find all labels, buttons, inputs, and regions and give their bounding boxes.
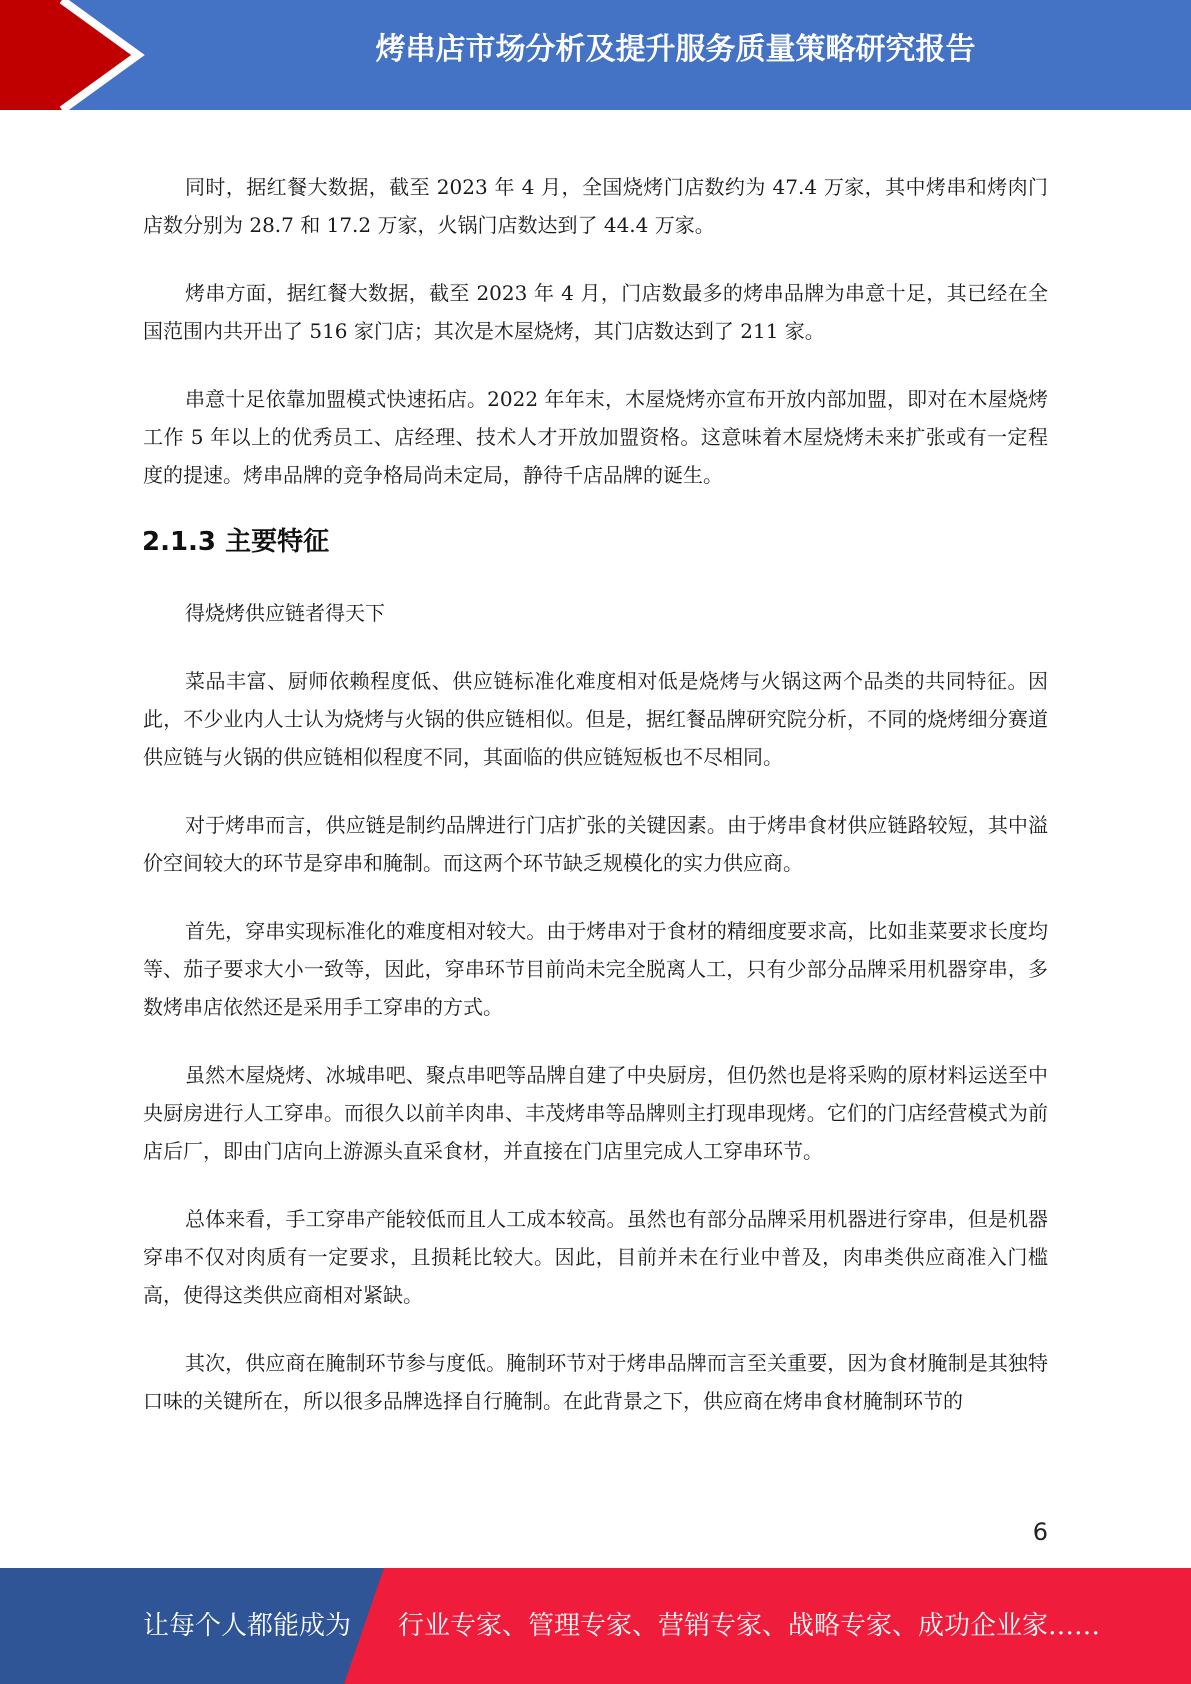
page-number: 6 <box>1032 1518 1048 1546</box>
page-header <box>0 0 1191 110</box>
paragraph: 同时，据红餐大数据，截至 2023 年 4 月，全国烧烤门店数约为 47.4 万家，其中烤串和烤肉门店数分别为 28.7 和 17.2 万家，火锅门店数达到了 44.4 万家。 <box>143 175 1048 237</box>
paragraph: 得烧烤供应链者得天下 <box>185 601 385 625</box>
paragraph: 首先，穿串实现标准化的难度相对较大。由于烤串对于食材的精细度要求高，比如韭菜要求长度均等、茄子要求大小一致等，因此，穿串环节目前尚未完全脱离人工，只有少部分品牌采用机器穿串，多数烤串店依然还是采用手工穿串的方式。 <box>143 919 1048 1019</box>
paragraph: 烤串方面，据红餐大数据，截至 2023 年 4 月，门店数最多的烤串品牌为串意十足，其已经在全国范围内共开出了 516 家门店；其次是木屋烧烤，其门店数达到了 211 家。 <box>143 281 1048 343</box>
footer-slogan-right: 行业专家、管理专家、营销专家、战略专家、成功企业家…… <box>398 1611 1101 1641</box>
paragraph: 总体来看，手工穿串产能较低而且人工成本较高。虽然也有部分品牌采用机器进行穿串，但是机器穿串不仅对肉质有一定要求，且损耗比较大。因此，目前并未在行业中普及，肉串类供应商准入门槛高，使得这类供应商相对紧缺。 <box>143 1207 1048 1307</box>
paragraph: 菜品丰富、厨师依赖程度低、供应链标准化难度相对低是烧烤与火锅这两个品类的共同特征。因此，不少业内人士认为烧烤与火锅的供应链相似。但是，据红餐品牌研究院分析，不同的烧烤细分赛道供应链与火锅的供应链相似程度不同，其面临的供应链短板也不尽相同。 <box>143 669 1048 769</box>
page-footer <box>0 1568 1191 1684</box>
document-body <box>143 168 1048 1450</box>
paragraph: 对于烤串而言，供应链是制约品牌进行门店扩张的关键因素。由于烤串食材供应链路较短，其中溢价空间较大的环节是穿串和腌制。而这两个环节缺乏规模化的实力供应商。 <box>143 813 1048 875</box>
paragraph: 串意十足依靠加盟模式快速拓店。2022 年年末，木屋烧烤亦宣布开放内部加盟，即对在木屋烧烤工作 5 年以上的优秀员工、店经理、技术人才开放加盟资格。这意味着木屋烧烤未来扩张或有一定程度的提速。烤串品牌的竞争格局尚未定局，静待千店品牌的诞生。 <box>143 387 1048 487</box>
footer-slogan-left: 让每个人都能成为 <box>143 1611 352 1641</box>
section-heading: 2.1.3 主要特征 <box>142 527 330 557</box>
paragraph: 其次，供应商在腌制环节参与度低。腌制环节对于烤串品牌而言至关重要，因为食材腌制是其独特口味的关键所在，所以很多品牌选择自行腌制。在此背景之下，供应商在烤串食材腌制环节的 <box>143 1351 1048 1413</box>
document-title: 烤串店市场分析及提升服务质量策略研究报告 <box>375 32 976 67</box>
paragraph: 虽然木屋烧烤、冰城串吧、聚点串吧等品牌自建了中央厨房，但仍然也是将采购的原材料运送至中央厨房进行人工穿串。而很久以前羊肉串、丰茂烤串等品牌则主打现串现烤。它们的门店经营模式为前店后厂，即由门店向上游源头直采食材，并直接在门店里完成人工穿串环节。 <box>143 1063 1048 1163</box>
